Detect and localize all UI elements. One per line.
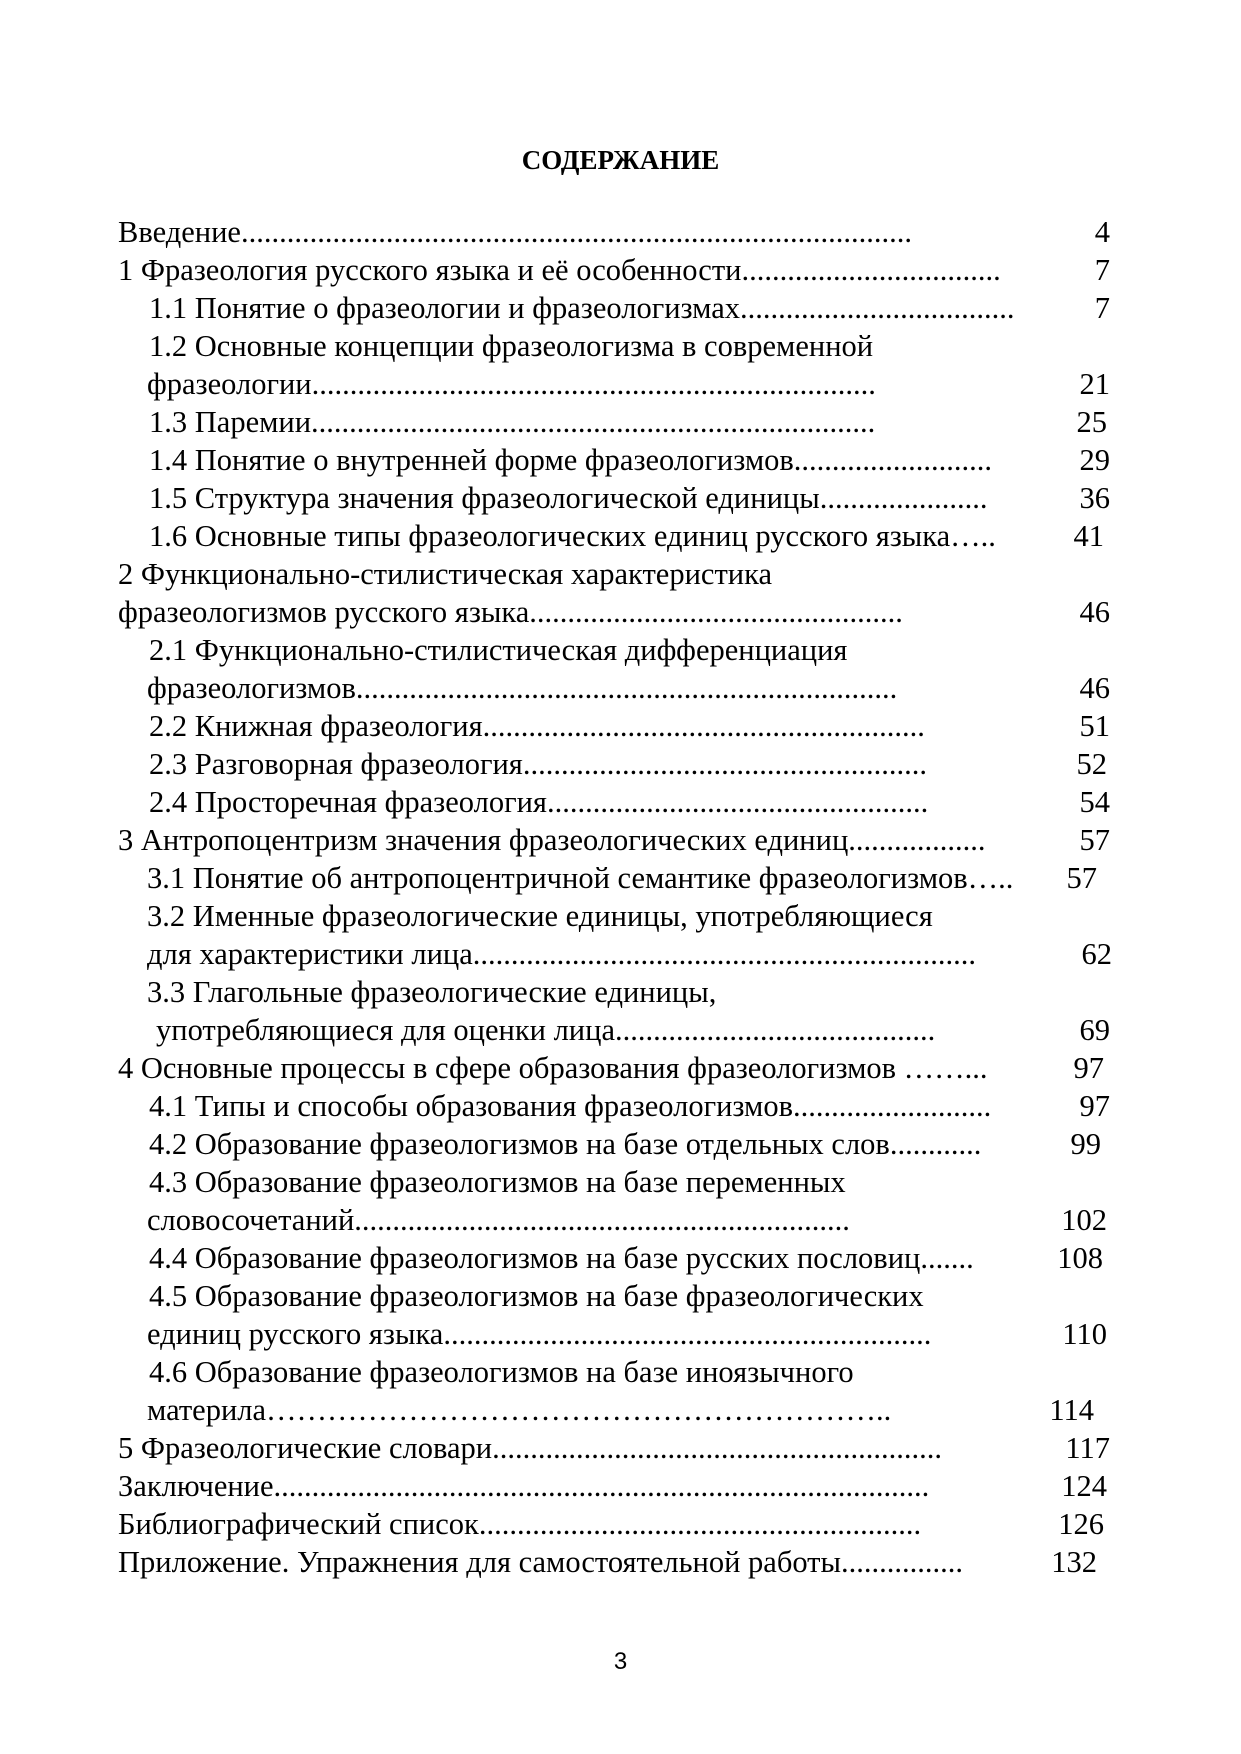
toc-entry-leader: .......................................................... xyxy=(478,1507,922,1541)
page-title: СОДЕРЖАНИЕ xyxy=(521,145,720,175)
toc-entry xyxy=(147,973,1110,1011)
toc-entry xyxy=(147,859,1097,897)
toc-entry-page: 97 xyxy=(1079,1089,1110,1123)
toc-entry xyxy=(149,1087,1110,1125)
toc-entry-title: 3 Антропоцентризм значения фразеологических единиц xyxy=(118,823,849,857)
toc-entry-title: 4.3 Образование фразеологизмов на базе переменных xyxy=(149,1165,846,1199)
toc-entry-title: Приложение. Упражнения для самостоятельной работы xyxy=(118,1545,842,1579)
toc-entry-title: словосочетаний xyxy=(147,1203,355,1237)
toc-entry xyxy=(147,1315,1107,1353)
toc-entry-leader: .......................................... xyxy=(615,1013,936,1047)
toc-entry xyxy=(118,1429,1110,1467)
toc-entry xyxy=(149,1277,1110,1315)
toc-entry-page: 54 xyxy=(1079,785,1110,819)
toc-entry-page: 21 xyxy=(1079,367,1110,401)
toc-entry-page: 46 xyxy=(1079,671,1110,705)
toc-entry-leader: .......................................................................... xyxy=(311,405,876,439)
toc-entry-leader: .................. xyxy=(848,823,986,857)
toc-entry-page: 126 xyxy=(1058,1507,1104,1541)
toc-entry-leader: ........................................................................................ xyxy=(240,215,912,249)
toc-entry-title: фразеологизмов русского языка xyxy=(118,595,530,629)
toc-entry-page: 7 xyxy=(1094,253,1110,287)
toc-entry xyxy=(149,403,1107,441)
toc-entry xyxy=(149,783,1110,821)
toc-entry xyxy=(147,897,1110,935)
toc-entry-leader: ................ xyxy=(841,1545,964,1579)
toc-entry xyxy=(118,821,1110,859)
toc-entry-page: 108 xyxy=(1057,1241,1103,1275)
toc-entry-title: 1 Фразеология русского языка и её особенности xyxy=(118,253,742,287)
toc-entry xyxy=(149,707,1110,745)
toc-entry-leader: .................................. xyxy=(741,253,1001,287)
toc-entry xyxy=(147,669,1110,707)
toc-entry-title: 3.2 Именные фразеологические единицы, употребляющиеся xyxy=(147,899,933,933)
toc-entry-page: 117 xyxy=(1065,1431,1110,1465)
toc-entry-page: 110 xyxy=(1062,1317,1107,1351)
toc-entry-title: 2.3 Разговорная фразеология xyxy=(149,747,523,781)
toc-entry-page: 124 xyxy=(1061,1469,1107,1503)
toc-entry-page: 132 xyxy=(1051,1545,1097,1579)
toc-entry-title: 4.2 Образование фразеологизмов на базе отдельных слов xyxy=(149,1127,890,1161)
toc-entry xyxy=(118,213,1110,251)
toc-entry-title: Введение xyxy=(118,215,241,249)
toc-entry-leader: ................................................................. xyxy=(354,1203,850,1237)
toc-entry-page: 36 xyxy=(1079,481,1110,515)
toc-entry-title: фразеологии xyxy=(147,367,312,401)
toc-entry-leader: ........................................................... xyxy=(492,1431,942,1465)
toc-entry-leader: .......................... xyxy=(793,1089,992,1123)
toc-entry-title: 2.2 Книжная фразеология xyxy=(149,709,483,743)
toc-entry xyxy=(149,479,1110,517)
toc-entry xyxy=(147,1391,1094,1429)
toc-entry-title: 3.1 Понятие об антропоцентричной семантике фразеологизмов….. xyxy=(147,861,1014,895)
toc-entry-title: 4.5 Образование фразеологизмов на базе фразеологических xyxy=(149,1279,924,1313)
toc-entry-page: 25 xyxy=(1076,405,1107,439)
toc-entry-page: 7 xyxy=(1094,291,1110,325)
toc-entry-leader: .................................... xyxy=(740,291,1015,325)
toc-entry xyxy=(118,1505,1104,1543)
toc-entry-page: 51 xyxy=(1079,709,1110,743)
toc-entry-leader: ................................................. xyxy=(529,595,903,629)
toc-entry-leader: .................................................. xyxy=(546,785,929,819)
toc-entry-title: материла xyxy=(147,1393,267,1427)
toc-entry-title: употребляющиеся для оценки лица xyxy=(156,1013,615,1047)
toc-entry-title: 1.2 Основные концепции фразеологизма в современной xyxy=(149,329,874,363)
toc-entry xyxy=(149,1163,1110,1201)
toc-entry-title: 1.6 Основные типы фразеологических единиц русского языка….. xyxy=(149,519,996,553)
toc-entry xyxy=(149,327,1110,365)
toc-entry-leader: .......................................................................... xyxy=(311,367,876,401)
toc-entry-page: 57 xyxy=(1079,823,1110,857)
toc-entry-leader: ...................................................................................... xyxy=(273,1469,930,1503)
toc-entry-title: 1.1 Понятие о фразеологии и фразеологизмах xyxy=(149,291,741,325)
toc-entry-title: Заключение xyxy=(118,1469,274,1503)
toc-entry-leader: ...................... xyxy=(819,481,988,515)
toc-entry xyxy=(118,593,1110,631)
toc-entry-leader: ..................................................... xyxy=(522,747,927,781)
toc-entry-leader: …………………………………………………….. xyxy=(266,1393,892,1427)
toc-entry-page: 46 xyxy=(1079,595,1110,629)
toc-entry-leader: ................................................................ xyxy=(443,1317,932,1351)
toc-entry-leader: ....................................................................... xyxy=(355,671,898,705)
toc-entry-leader: .......................................................... xyxy=(482,709,925,743)
toc-entry-title: 2 Функционально-стилистическая характеристика xyxy=(118,557,772,591)
toc-entry xyxy=(147,365,1110,403)
toc-entry-page: 62 xyxy=(1081,937,1112,971)
toc-entry-title: 4.6 Образование фразеологизмов на базе иноязычного xyxy=(149,1355,854,1389)
page-number: 3 xyxy=(613,1648,628,1675)
toc-entry-page: 52 xyxy=(1076,747,1107,781)
toc-entry-title: для характеристики лица xyxy=(147,937,473,971)
toc-entry-title: 5 Фразеологические словари xyxy=(118,1431,493,1465)
toc-entry-page: 99 xyxy=(1070,1127,1101,1161)
toc-entry xyxy=(149,745,1107,783)
toc-entry xyxy=(118,1467,1107,1505)
toc-entry-page: 114 xyxy=(1049,1393,1094,1427)
toc-entry-title: 1.3 Паремии xyxy=(149,405,312,439)
toc-entry-page: 41 xyxy=(1073,519,1104,553)
toc-entry xyxy=(149,1239,1103,1277)
toc-entry-title: 2.4 Просторечная фразеология xyxy=(149,785,547,819)
toc-entry xyxy=(147,1201,1107,1239)
toc-entry-title: единиц русского языка xyxy=(147,1317,444,1351)
toc-entry-leader: ....... xyxy=(920,1241,974,1275)
toc-entry-title: 4 Основные процессы в сфере образования фразеологизмов ……... xyxy=(118,1051,988,1085)
toc-entry-title: фразеологизмов xyxy=(147,671,356,705)
toc-entry-page: 4 xyxy=(1094,215,1110,249)
toc-entry-title: Библиографический список xyxy=(118,1507,479,1541)
toc-entry-title: 1.5 Структура значения фразеологической единицы xyxy=(149,481,820,515)
toc-entry-page: 102 xyxy=(1061,1203,1107,1237)
toc-entry-title: 3.3 Глагольные фразеологические единицы, xyxy=(147,975,717,1009)
toc-entry xyxy=(149,1353,1110,1391)
toc-entry-leader: ............ xyxy=(889,1127,982,1161)
toc-entry-page: 97 xyxy=(1073,1051,1104,1085)
toc-entry xyxy=(149,441,1110,479)
toc-entry xyxy=(118,251,1110,289)
toc-entry-page: 29 xyxy=(1079,443,1110,477)
toc-entry xyxy=(118,555,1110,593)
toc-entry xyxy=(149,289,1110,327)
toc-entry xyxy=(149,631,1110,669)
toc-entry xyxy=(147,935,1112,973)
toc-entry-page: 57 xyxy=(1066,861,1097,895)
toc-entry-page: 69 xyxy=(1079,1013,1110,1047)
toc-entry xyxy=(118,1543,1097,1581)
toc-entry-title: 1.4 Понятие о внутренней форме фразеологизмов xyxy=(149,443,794,477)
toc-entry-title: 4.1 Типы и способы образования фразеологизмов xyxy=(149,1089,793,1123)
toc-entry-title: 4.4 Образование фразеологизмов на базе русских пословиц xyxy=(149,1241,921,1275)
toc-entry xyxy=(149,1125,1101,1163)
toc-entry-leader: .......................... xyxy=(793,443,993,477)
toc-entry-title: 2.1 Функционально-стилистическая дифференциация xyxy=(149,633,848,667)
toc-entry-leader: .................................................................. xyxy=(472,937,977,971)
toc-entry xyxy=(118,1049,1104,1087)
toc-entry xyxy=(149,517,1104,555)
toc-entry xyxy=(156,1011,1110,1049)
